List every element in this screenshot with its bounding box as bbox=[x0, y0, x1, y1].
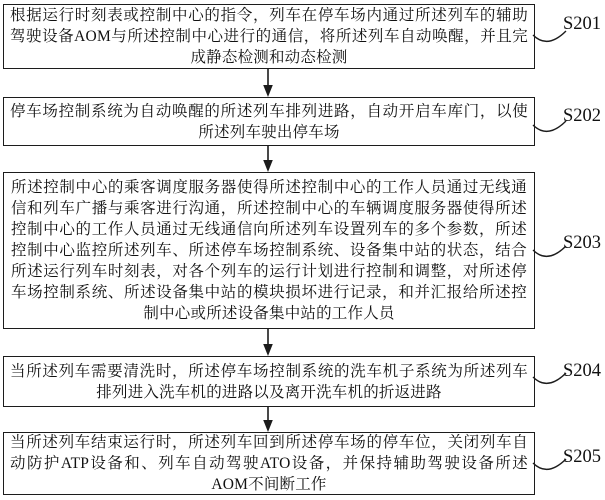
down-arrow-icon bbox=[261, 329, 275, 356]
step-label-s205: S205 bbox=[563, 447, 602, 467]
label-connector-line bbox=[531, 371, 569, 387]
step-box-s201 bbox=[3, 4, 535, 69]
step-box-s202 bbox=[3, 97, 535, 146]
step-text-s205: 当所述列车结束运行时，所述列车回到所述停车场的停车位，关闭列车自动防护ATP设备和、列车自动驾驶ATO设备，并保持辅助驾驶设备所述AOM不间断工作 bbox=[10, 434, 528, 493]
down-arrow-icon bbox=[261, 407, 275, 432]
step-text-s201: 根据运行时刻表或控制中心的指令，列车在停车场内通过所述列车的辅助驾驶设备AOM与所述控制中心进行的通信，将所述列车自动唤醒，并且完成静态检测和动态检测 bbox=[10, 7, 528, 66]
step-box-s204 bbox=[3, 356, 535, 407]
step-box-s205 bbox=[3, 432, 535, 495]
step-text-s202: 停车场控制系统为自动唤醒的所述列车排列进路，自动开启车库门，以使所述列车驶出停车场 bbox=[10, 102, 528, 141]
label-connector-line bbox=[531, 457, 569, 473]
step-label-s202: S202 bbox=[563, 106, 602, 126]
step-label-s203: S203 bbox=[563, 233, 602, 253]
step-label-s204: S204 bbox=[563, 361, 602, 381]
down-arrow-icon bbox=[261, 146, 275, 172]
step-text-s204: 当所述列车需要清洗时，所述停车场控制系统的洗车机子系统为所述列车排列进入洗车机的进路以及离开洗车机的折返进路 bbox=[10, 362, 528, 401]
down-arrow-icon bbox=[261, 69, 275, 97]
label-connector-line bbox=[531, 29, 569, 45]
label-connector-line bbox=[531, 119, 569, 135]
label-connector-line bbox=[531, 244, 569, 260]
step-label-s201: S201 bbox=[563, 14, 602, 34]
step-text-s203: 所述控制中心的乘客调度服务器使得所述控制中心的工作人员通过无线通信和列车广播与乘客进行沟通，所述控制中心的车辆调度服务器使得所述控制中心的工作人员通过无线通信向所述列车设置列车的多个参数，所述控制中心监控所述列车、所述停车场控制系统、设备集中站的状态，结合所述运行列车时刻表，对各个列车的运行计划进行控制和调整，对所述停车场控制系统、所述设备集中站的模块损坏进行记录，和并汇报给所述控制中心或所述设备集中站的工作人员 bbox=[11, 179, 527, 322]
step-box-s203 bbox=[3, 172, 535, 329]
